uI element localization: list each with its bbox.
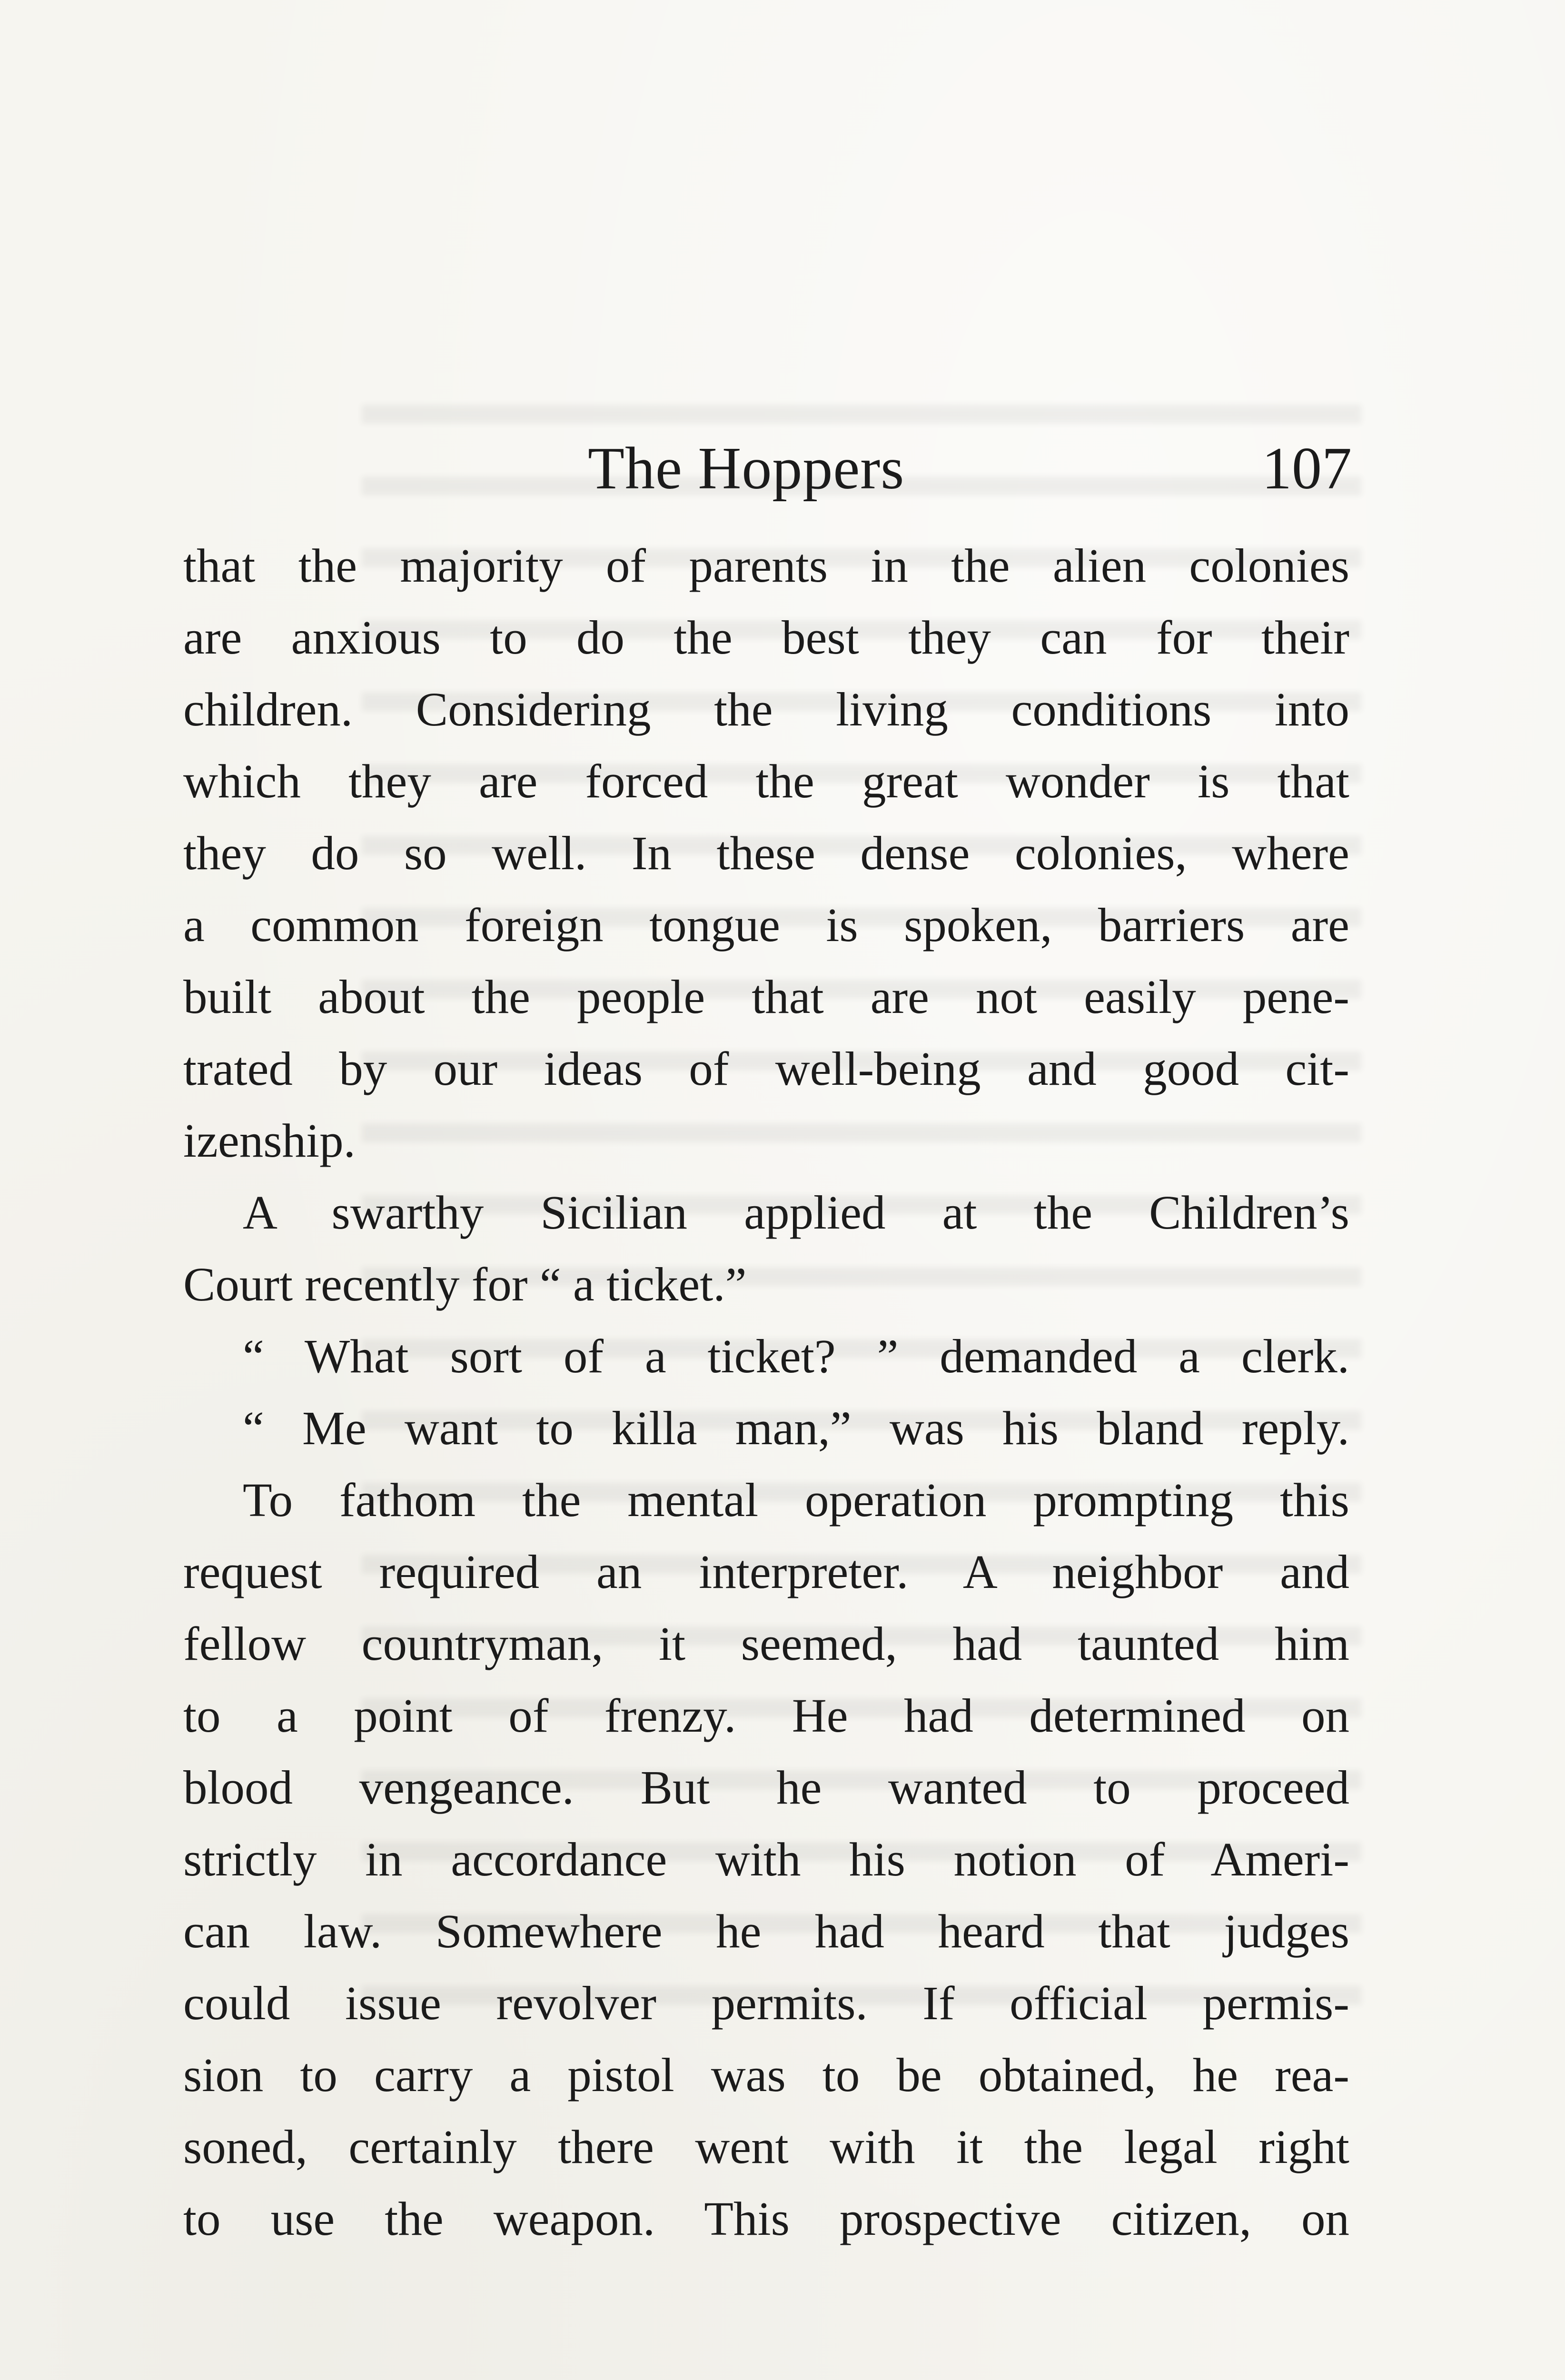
text-line: a common foreign tongue is spoken, barriers are [183,898,1349,952]
text-line: “ What sort of a ticket? ” demanded a clerk. [243,1329,1349,1383]
text-line: sion to carry a pistol was to be obtained, he rea- [183,2048,1349,2102]
text-line: could issue revolver permits. If official permis- [183,1976,1349,2030]
text-line: are anxious to do the best they can for their [183,611,1349,664]
page-number: 107 [1262,436,1352,502]
text-line: which they are forced the great wonder is that [183,754,1349,808]
text-line: can law. Somewhere he had heard that judges [183,1904,1349,1958]
text-line: built about the people that are not easily pene- [183,970,1349,1023]
text-line: fellow countryman, it seemed, had taunted him [183,1617,1349,1670]
text-line: children. Considering the living conditions into [183,683,1349,736]
body-text [183,530,1349,2255]
text-line: “ Me want to killa man,” was his bland reply. [243,1401,1349,1455]
text-line: To fathom the mental operation prompting this [243,1473,1349,1527]
text-line: trated by our ideas of well-being and good cit- [183,1042,1349,1095]
text-line: they do so well. In these dense colonies, where [183,826,1349,880]
page-header [181,431,1352,507]
text-line: Court recently for “ a ticket.” [183,1258,747,1311]
text-line: to use the weapon. This prospective citizen, on [183,2192,1349,2245]
text-line: izenship. [183,1114,356,1167]
text-line: A swarthy Sicilian applied at the Children’s [243,1186,1349,1239]
text-line: blood vengeance. But he wanted to proceed [183,1761,1349,1814]
text-line: soned, certainly there went with it the legal right [183,2120,1349,2173]
running-head: The Hoppers [588,436,905,502]
text-line: that the majority of parents in the alien colonies [183,539,1349,592]
text-line: to a point of frenzy. He had determined on [183,1689,1349,1742]
text-line: request required an interpreter. A neighbor and [183,1545,1349,1598]
text-line: strictly in accordance with his notion of Ameri- [183,1833,1349,1886]
